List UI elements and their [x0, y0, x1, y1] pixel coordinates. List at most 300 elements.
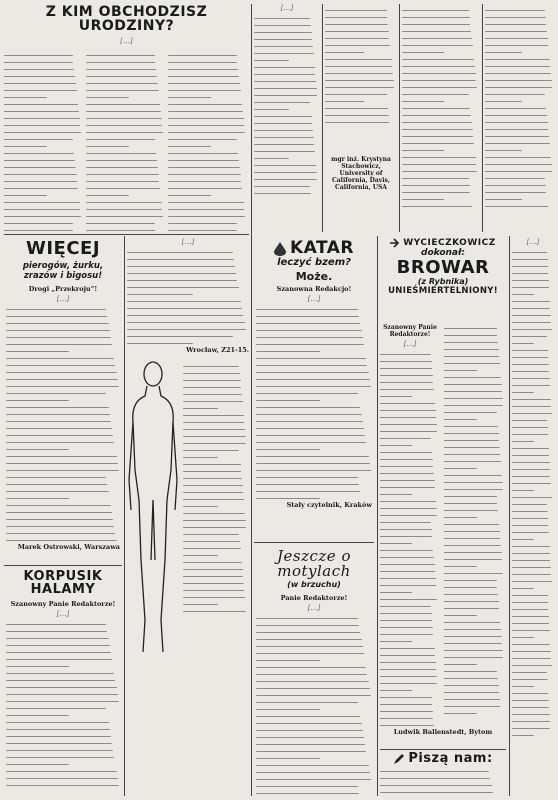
text-line	[512, 532, 549, 534]
text-line	[380, 627, 433, 629]
text-line	[512, 595, 548, 597]
text-line	[127, 336, 233, 338]
text-line	[485, 52, 522, 54]
text-line	[183, 583, 244, 585]
text-line	[444, 447, 500, 449]
center-letter-section	[127, 238, 249, 796]
text-line	[444, 412, 497, 414]
text-line	[168, 139, 237, 141]
text-line	[256, 667, 366, 669]
text-line	[444, 699, 500, 701]
text-line	[512, 700, 549, 702]
text-line	[380, 557, 434, 559]
text-line	[512, 616, 549, 618]
text-line	[168, 90, 241, 92]
text-line	[86, 195, 129, 197]
text-line	[168, 97, 211, 99]
motyle-lines	[256, 618, 372, 795]
text-line	[127, 287, 239, 289]
text-line	[256, 744, 365, 746]
text-line	[86, 76, 157, 78]
text-line	[6, 785, 119, 787]
text-line	[325, 17, 387, 19]
text-line	[512, 434, 548, 436]
text-line	[512, 679, 548, 681]
text-line	[86, 230, 155, 232]
text-line	[512, 504, 547, 506]
text-line	[512, 294, 534, 296]
text-line	[380, 396, 412, 398]
text-line	[380, 438, 431, 440]
text-line	[512, 252, 547, 254]
pen-icon	[393, 753, 405, 765]
text-line	[512, 567, 551, 569]
text-line	[485, 171, 552, 173]
browar-greeting: Szanowny Panie Redaktorze!	[383, 324, 437, 338]
text-line	[512, 644, 550, 646]
text-line	[444, 636, 502, 638]
text-line	[256, 498, 320, 500]
text-line	[168, 223, 237, 225]
text-line	[402, 45, 473, 47]
text-line	[402, 52, 444, 54]
wycieczkowicz-subhead: dokonał:	[421, 248, 465, 258]
text-line	[402, 80, 476, 82]
text-line	[485, 185, 546, 187]
text-line	[512, 420, 547, 422]
text-line	[485, 94, 545, 96]
motyle-block	[254, 546, 374, 796]
text-line	[256, 737, 364, 739]
text-line	[4, 76, 75, 78]
text-line	[183, 548, 241, 550]
text-line	[380, 599, 437, 601]
text-line	[512, 287, 549, 289]
browar-body-text: […]	[403, 340, 417, 348]
korpusik-headline: KORPUSIK HALAMY	[23, 569, 103, 597]
text-line	[6, 771, 117, 773]
text-line	[6, 407, 109, 409]
text-line	[402, 122, 472, 124]
text-line	[402, 157, 476, 159]
text-line	[6, 449, 69, 451]
text-line	[485, 17, 546, 19]
text-line	[168, 174, 241, 176]
text-line	[485, 157, 551, 159]
text-line	[512, 266, 548, 268]
text-line	[256, 660, 320, 662]
text-line	[183, 422, 244, 424]
center-letter-lines-top	[127, 252, 247, 345]
text-line	[6, 687, 117, 689]
text-line	[168, 216, 245, 218]
text-line	[512, 574, 551, 576]
browar-subhead: (z Rybnika)	[417, 277, 469, 286]
text-line	[6, 652, 111, 654]
text-line	[183, 380, 241, 382]
text-line	[183, 506, 218, 508]
text-line	[444, 685, 499, 687]
text-line	[380, 445, 412, 447]
text-line	[168, 125, 244, 127]
text-line	[402, 150, 444, 152]
text-line	[512, 714, 550, 716]
col5-top-lines	[402, 10, 478, 208]
katar-headline: KATAR	[289, 238, 355, 258]
browar-signature: Ludwik Ballenstedt, Bytom	[393, 728, 493, 736]
text-line	[380, 480, 435, 482]
motyle-subhead: (w brzuchu)	[287, 580, 341, 589]
text-line	[6, 666, 69, 668]
text-line	[183, 611, 246, 613]
text-line	[168, 181, 241, 183]
text-line	[254, 172, 317, 174]
col4-signature-block	[325, 154, 397, 224]
text-line	[254, 39, 312, 41]
text-line	[380, 473, 434, 475]
text-line	[86, 132, 163, 134]
text-line	[380, 771, 489, 773]
text-line	[6, 778, 118, 780]
text-line	[512, 588, 534, 590]
text-line	[512, 427, 548, 429]
text-line	[168, 69, 238, 71]
text-line	[6, 351, 69, 353]
text-line	[127, 308, 242, 310]
text-line	[86, 216, 163, 218]
text-line	[485, 178, 545, 180]
text-line	[380, 494, 412, 496]
text-line	[512, 259, 548, 261]
text-line	[380, 487, 435, 489]
text-line	[4, 195, 47, 197]
text-line	[183, 562, 242, 564]
divider	[399, 4, 400, 232]
text-line	[444, 433, 499, 435]
far-right-body: […]	[526, 238, 540, 246]
text-line	[485, 199, 522, 201]
text-line	[86, 181, 159, 183]
text-line	[402, 129, 473, 131]
text-line	[402, 31, 471, 33]
text-line	[6, 624, 106, 626]
text-line	[512, 441, 534, 443]
text-line	[512, 448, 549, 450]
text-line	[183, 464, 241, 466]
text-line	[380, 690, 412, 692]
text-line	[444, 650, 503, 652]
text-line	[127, 329, 246, 331]
text-line	[168, 202, 244, 204]
browar-lines-2	[444, 328, 504, 715]
text-line	[325, 52, 364, 54]
text-line	[325, 10, 387, 12]
text-line	[485, 164, 552, 166]
text-line	[512, 525, 548, 527]
text-line	[6, 337, 111, 339]
text-line	[512, 462, 550, 464]
text-line	[6, 680, 115, 682]
text-line	[86, 55, 155, 57]
text-line	[183, 527, 246, 529]
text-line	[485, 24, 546, 26]
human-figure-icon	[127, 360, 179, 660]
text-line	[512, 273, 548, 275]
text-line	[444, 517, 477, 519]
col4-signature: mgr inż. Krystyna Stachowicz, University of California, Davis, California, USA	[331, 156, 391, 191]
text-line	[444, 440, 499, 442]
text-line	[485, 38, 548, 40]
text-line	[380, 613, 432, 615]
text-line	[444, 594, 498, 596]
text-line	[444, 482, 503, 484]
katar-body: […]	[307, 295, 321, 303]
text-line	[444, 454, 500, 456]
text-line	[444, 587, 497, 589]
text-line	[380, 522, 431, 524]
text-line	[380, 417, 436, 419]
text-line	[380, 785, 492, 787]
text-line	[512, 560, 550, 562]
text-line	[380, 550, 433, 552]
motyle-headline: Jeszcze o motylach	[277, 547, 351, 580]
text-line	[183, 555, 218, 557]
text-line	[380, 529, 432, 531]
text-line	[380, 697, 432, 699]
text-line	[512, 735, 534, 737]
text-line	[485, 192, 546, 194]
text-line	[183, 443, 246, 445]
text-line	[127, 280, 237, 282]
text-line	[444, 573, 503, 575]
text-line	[6, 708, 106, 710]
text-line	[4, 97, 47, 99]
text-line	[256, 751, 366, 753]
text-line	[485, 206, 548, 208]
text-line	[183, 366, 239, 368]
text-line	[256, 351, 320, 353]
text-line	[512, 497, 552, 499]
text-line	[6, 309, 106, 311]
text-line	[254, 95, 317, 97]
text-line	[444, 384, 502, 386]
text-line	[256, 695, 371, 697]
text-line	[168, 55, 237, 57]
text-line	[512, 658, 551, 660]
arrow-icon	[390, 238, 400, 248]
text-line	[256, 625, 359, 627]
text-line	[444, 370, 477, 372]
text-line	[402, 66, 475, 68]
text-line	[444, 419, 477, 421]
text-line	[444, 580, 497, 582]
text-line	[256, 716, 360, 718]
text-line	[183, 394, 242, 396]
text-line	[6, 456, 117, 458]
korpusik-greeting: Szanowny Panie Redaktorze!	[10, 600, 116, 608]
text-line	[402, 87, 477, 89]
text-line	[444, 510, 498, 512]
text-line	[254, 74, 315, 76]
text-line	[183, 520, 246, 522]
text-line	[512, 350, 548, 352]
text-line	[380, 508, 437, 510]
text-line	[4, 125, 80, 127]
text-line	[256, 674, 367, 676]
text-line	[127, 259, 234, 261]
text-line	[380, 382, 433, 384]
text-line	[168, 153, 238, 155]
text-line	[254, 81, 316, 83]
text-line	[512, 483, 551, 485]
text-line	[512, 602, 548, 604]
text-line	[86, 90, 159, 92]
text-line	[485, 143, 550, 145]
browar-headline: BROWAR	[396, 257, 490, 278]
text-line	[444, 405, 503, 407]
text-line	[254, 123, 312, 125]
divider	[509, 236, 510, 796]
text-line	[380, 543, 412, 545]
text-line	[168, 62, 237, 64]
text-line	[86, 223, 155, 225]
text-line	[254, 46, 313, 48]
text-line	[380, 389, 434, 391]
text-line	[512, 357, 548, 359]
wiecej-headline: WIĘCEJ	[25, 238, 101, 259]
text-line	[325, 73, 393, 75]
text-line	[380, 676, 437, 678]
text-line	[325, 45, 390, 47]
text-line	[4, 62, 73, 64]
text-line	[183, 436, 246, 438]
korpusik-section	[4, 568, 122, 796]
text-line	[325, 87, 394, 89]
text-line	[444, 496, 497, 498]
text-line	[444, 671, 497, 673]
text-line	[183, 541, 240, 543]
text-line	[168, 111, 243, 113]
text-line	[325, 80, 394, 82]
text-line	[168, 83, 240, 85]
text-line	[512, 518, 548, 520]
text-line	[4, 69, 74, 71]
wiecej-signature: Marek Ostrowski, Warszawa	[17, 543, 120, 551]
divider	[251, 4, 252, 796]
text-line	[444, 608, 499, 610]
text-line	[325, 59, 392, 61]
text-line	[444, 426, 498, 428]
text-line	[380, 792, 493, 794]
text-line	[86, 188, 160, 190]
text-line	[402, 94, 469, 96]
text-line	[6, 694, 118, 696]
text-line	[380, 571, 435, 573]
text-line	[512, 406, 551, 408]
newspaper-page	[4, 4, 554, 796]
text-line	[4, 160, 75, 162]
text-line	[402, 59, 474, 61]
text-line	[168, 230, 237, 232]
text-line	[6, 484, 107, 486]
text-line	[127, 301, 241, 303]
text-line	[444, 468, 477, 470]
text-line	[380, 606, 431, 608]
text-line	[256, 765, 369, 767]
text-line	[380, 368, 432, 370]
text-line	[168, 104, 242, 106]
text-line	[183, 597, 245, 599]
col3-top-body: […]	[280, 4, 294, 12]
text-line	[6, 372, 117, 374]
text-line	[86, 167, 158, 169]
text-line	[512, 511, 548, 513]
text-line	[254, 151, 315, 153]
text-line	[380, 578, 436, 580]
text-line	[256, 653, 364, 655]
browar-tagline: UNIEŚMIERTELNIONY!	[388, 286, 498, 296]
motyle-body: […]	[307, 604, 321, 612]
text-line	[168, 195, 211, 197]
text-line	[512, 476, 550, 478]
divider	[124, 236, 125, 796]
divider	[4, 234, 249, 235]
text-line	[86, 62, 155, 64]
text-line	[380, 375, 433, 377]
text-line	[183, 590, 244, 592]
col6-top-lines	[485, 10, 553, 208]
text-line	[254, 109, 289, 111]
text-line	[402, 192, 470, 194]
text-line	[512, 686, 534, 688]
text-line	[512, 392, 534, 394]
text-line	[512, 721, 550, 723]
text-line	[4, 167, 76, 169]
text-line	[402, 17, 470, 19]
divider	[380, 749, 506, 750]
text-line	[444, 524, 499, 526]
text-line	[254, 88, 317, 90]
text-line	[402, 73, 476, 75]
text-line	[183, 457, 218, 459]
text-line	[256, 709, 320, 711]
text-line	[86, 111, 161, 113]
text-line	[444, 363, 500, 365]
text-line	[512, 308, 550, 310]
text-line	[6, 715, 69, 717]
text-line	[6, 379, 118, 381]
motyle-greeting: Panie Redaktorze!	[280, 594, 348, 602]
text-line	[444, 538, 500, 540]
korpusik-lines	[6, 624, 120, 787]
text-line	[485, 101, 522, 103]
text-line	[256, 730, 363, 732]
text-line	[444, 489, 503, 491]
text-line	[256, 702, 358, 704]
text-line	[380, 585, 436, 587]
col6-top	[485, 4, 554, 232]
text-line	[256, 646, 363, 648]
text-line	[6, 358, 114, 360]
text-line	[512, 371, 549, 373]
text-line	[485, 136, 549, 138]
text-line	[4, 132, 81, 134]
text-line	[485, 87, 552, 89]
text-line	[402, 199, 444, 201]
text-line	[86, 97, 129, 99]
text-line	[325, 94, 387, 96]
text-line	[402, 178, 469, 180]
